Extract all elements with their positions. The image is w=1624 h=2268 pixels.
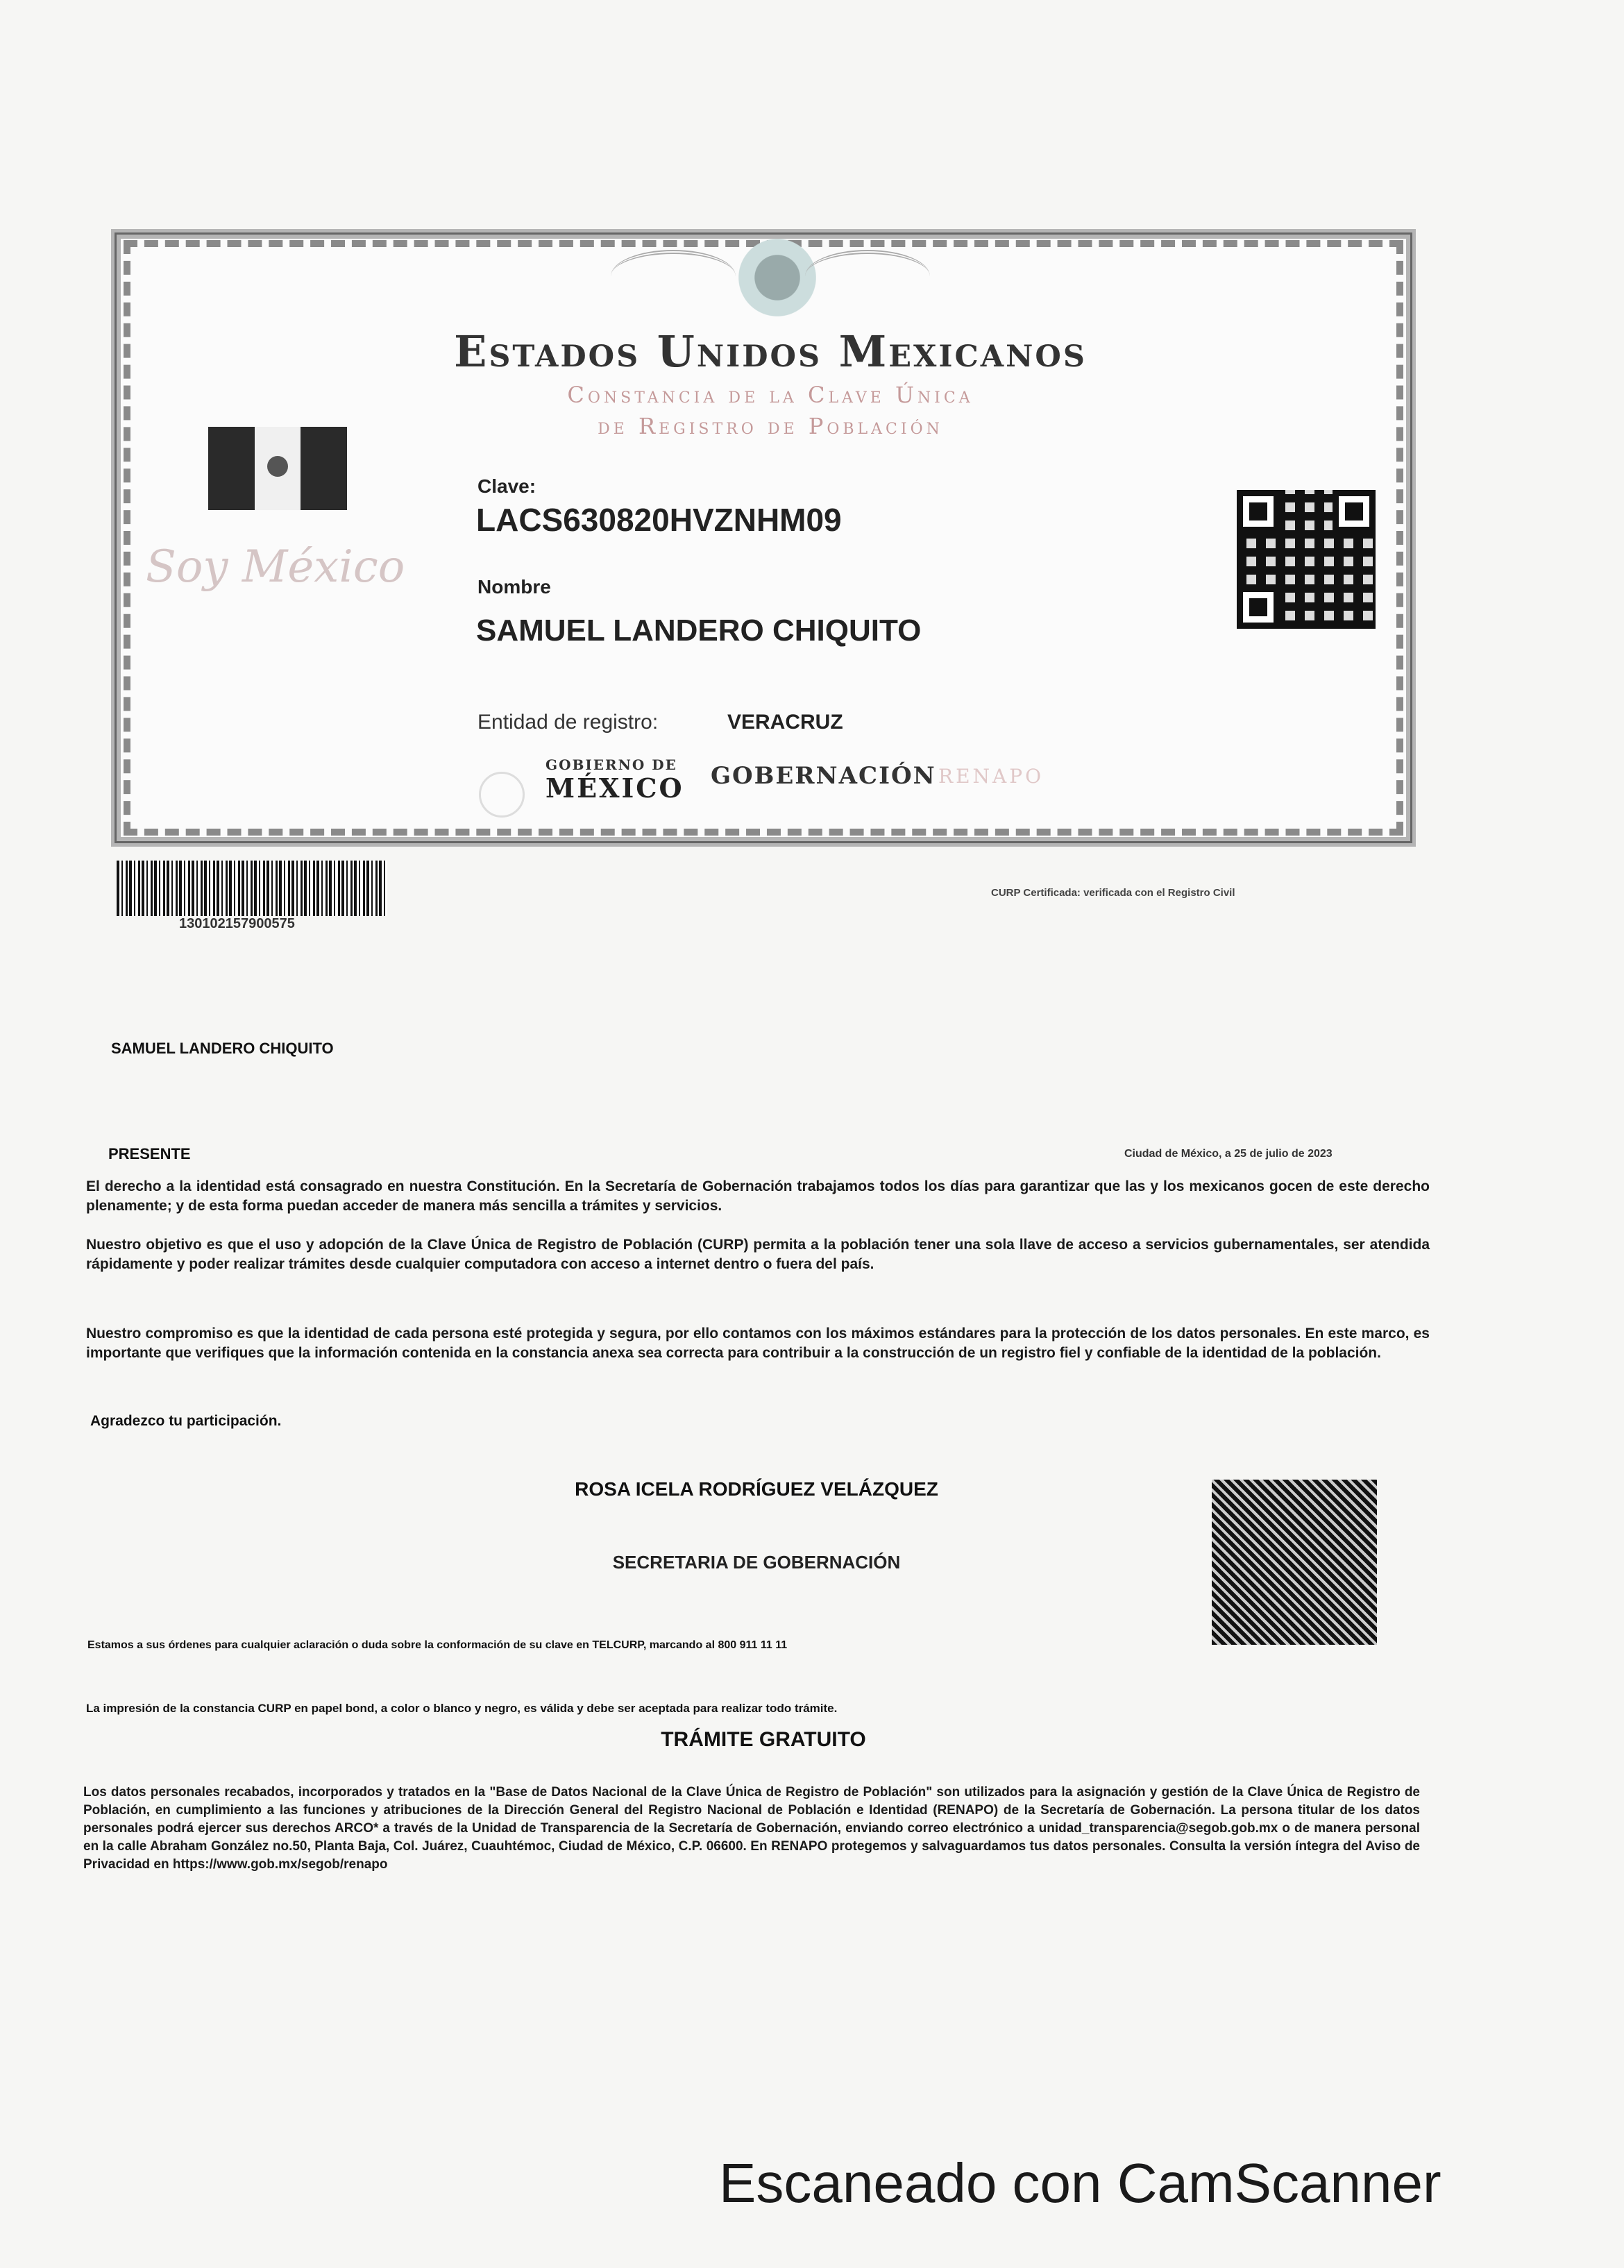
certificate-qr-code	[1237, 490, 1376, 629]
folio-barcode	[117, 861, 387, 916]
camscanner-watermark: Escaneado con CamScanner	[719, 2152, 1441, 2214]
paragraph-1: El derecho a la identidad está consagrado en nuestra Constitución. En la Secretaría de Gobernación trabajamos todos los días para garantizar que las y los mexicanos gocen de este derecho plenamente; y de esta forma puedan acceder de manera más sencilla a trámites y servicios.	[86, 1178, 1430, 1214]
mexico-flag-icon	[208, 427, 347, 510]
entidad-label: Entidad de registro:	[477, 711, 659, 734]
certificate-subtitle-1: Constancia de la Clave Única	[567, 382, 974, 408]
gobierno-de-text: GOBIERNO DE	[545, 756, 677, 773]
paragraph-3: Nuestro compromiso es que la identidad de cada persona esté protegida y segura, por ello contamos con los máximos estándares para la protección de los datos personales. En este marco, es importante que verifiques que la información contenida en la constancia anexa sea correcta para contribuir a la construcción de un registro fiel y confiable de la identidad de la población.	[86, 1326, 1430, 1361]
nombre-label: Nombre	[477, 576, 551, 598]
privacy-notice: Los datos personales recabados, incorporados y tratados en la "Base de Datos Nacional de la Clave Única de Registro de Población" son utilizados para la asignación y gestión de la Clave Única de Registro de Población, en cumplimiento a las funciones y atribuciones de la Dirección General del Registro Nacional de Población e Identidad (RENAPO) de la Secretaría de Gobernación. La persona titular de los datos personales podrá ejercer sus derechos ARCO* a través de la Unidad de Transparencia de la Secretaría de Gobernación, enviando correo electrónico a unidad_transparencia@segob.gob.mx o de manera personal en la calle Abraham González no.50, Planta Baja, Col. Juárez, Cuauhtémoc, Ciudad de México, C.P. 06600. En RENAPO protegemos y salvaguardamos tus datos personales. Consulta la versión íntegra del Aviso de Privacidad en https://www.gob.mx/segob/renapo	[83, 1785, 1420, 1872]
eagle-wing-right-icon	[805, 250, 930, 303]
mexico-logo-text: MÉXICO	[545, 772, 684, 804]
signature-qr-code	[1212, 1480, 1377, 1645]
folio-number: 130102157900575	[179, 916, 295, 931]
signer-title: SECRETARIA DE GOBERNACIÓN	[612, 1552, 901, 1573]
renapo-logo-text: RENAPO	[938, 765, 1044, 788]
clave-value: LACS630820HVZNHM09	[476, 502, 842, 538]
letter-addressee: SAMUEL LANDERO CHIQUITO	[111, 1040, 334, 1057]
gobierno-seal-icon	[479, 772, 525, 818]
certificate-subtitle-2: de Registro de Población	[598, 413, 943, 439]
entidad-value: VERACRUZ	[727, 711, 843, 734]
soy-mexico-logo: Soy México	[146, 541, 405, 593]
tramite-gratuito: TRÁMITE GRATUITO	[661, 1728, 866, 1751]
nombre-value: SAMUEL LANDERO CHIQUITO	[476, 613, 922, 648]
paragraph-2: Nuestro objetivo es que el uso y adopción de la Clave Única de Registro de Población (CURP) permita a la población tener una sola llave de acceso a servicios gubernamentales, ser atendida rápidamente y poder realizar trámites desde cualquier computadora con acceso a internet dentro o fuera del país.	[86, 1237, 1430, 1272]
letter-date: Ciudad de México, a 25 de julio de 2023	[1124, 1148, 1333, 1160]
curp-certificada-note: CURP Certificada: verificada con el Registro Civil	[991, 887, 1235, 899]
impresion-note: La impresión de la constancia CURP en papel bond, a color o blanco y negro, es válida y debe ser aceptada para realizar todo trámite.	[86, 1702, 838, 1715]
thanks-line: Agradezco tu participación.	[90, 1413, 282, 1429]
signer-name: ROSA ICELA RODRÍGUEZ VELÁZQUEZ	[575, 1478, 938, 1500]
gobernacion-logo-text: GOBERNACIÓN	[711, 762, 936, 790]
presente-label: PRESENTE	[108, 1145, 191, 1162]
eagle-wing-left-icon	[611, 250, 736, 303]
telcurp-note: Estamos a sus órdenes para cualquier aclaración o duda sobre la conformación de su clave en TELCURP, marcando al 800 911 11 11	[87, 1639, 788, 1651]
country-title: Estados Unidos Mexicanos	[454, 326, 1087, 377]
clave-label: Clave:	[477, 475, 536, 497]
